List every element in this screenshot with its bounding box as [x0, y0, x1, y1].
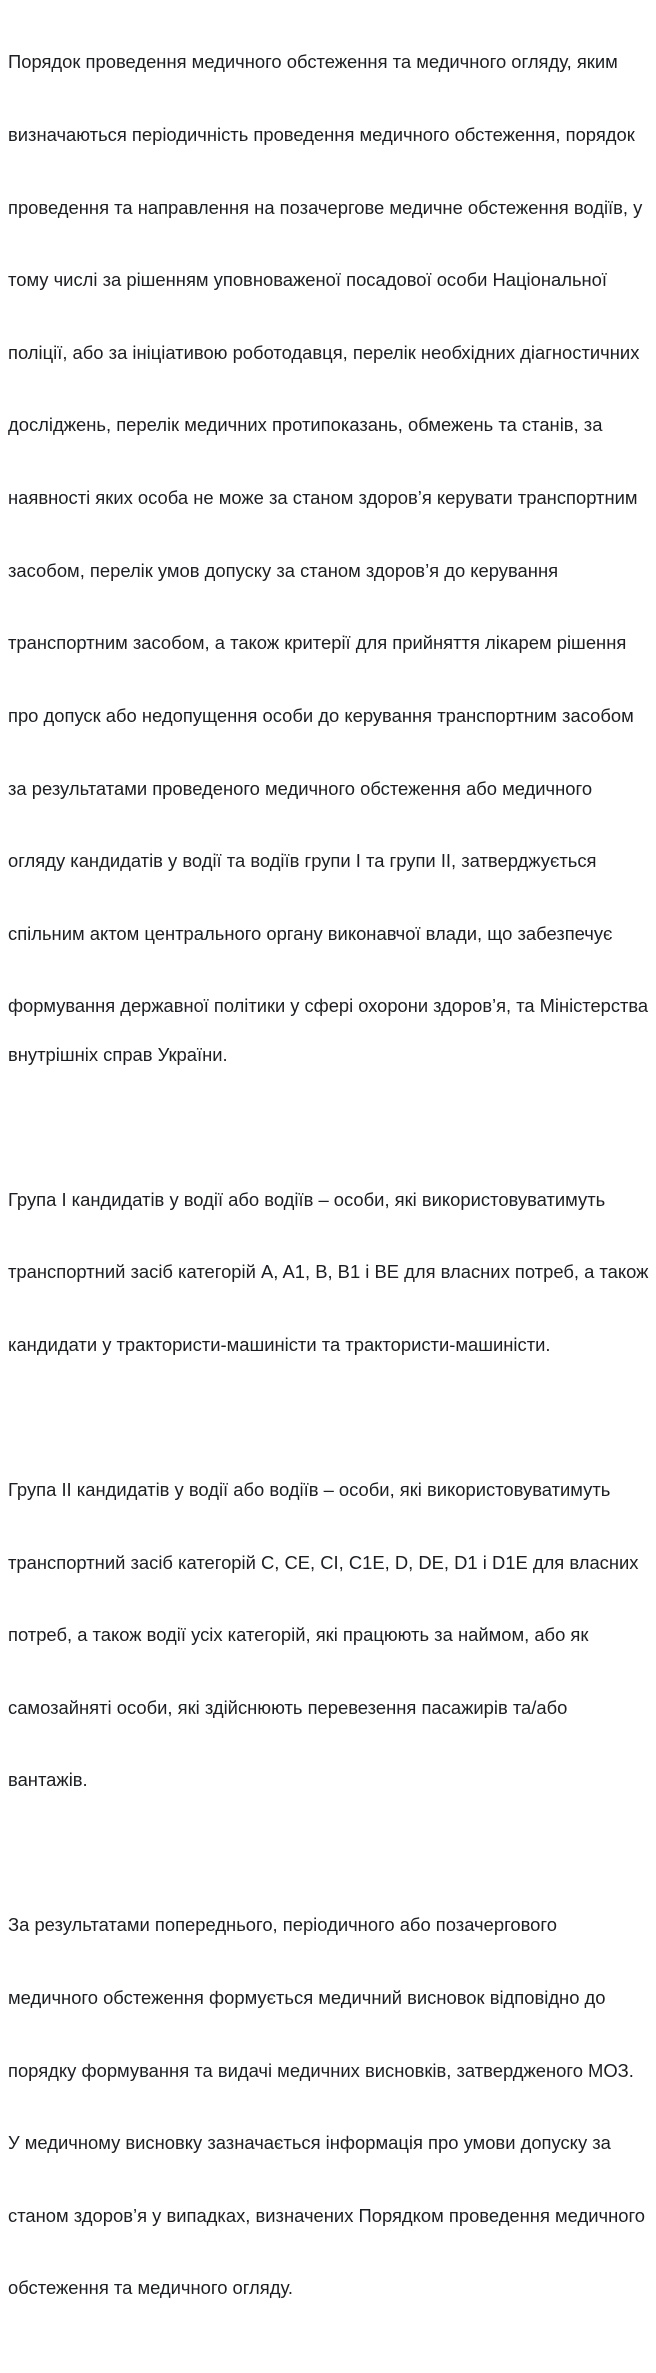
text-line: транспортний засіб категорій C, CE, CI, C1E, D, DE, D1 і D1E для власних	[8, 1551, 639, 1573]
text-line: медичного обстеження формується медичний висновок відповідно до	[8, 1987, 606, 2009]
text-line: Порядок проведення медичного обстеження та медичного огляду, яким	[8, 51, 618, 73]
text-line: спільним актом центрального органу виконавчої влади, що забезпечує	[8, 922, 613, 944]
text-line: про допуск або недопущення особи до керування транспортним засобом	[8, 704, 634, 726]
text-line: транспортним засобом, а також критерії для прийняття лікарем рішення	[8, 632, 627, 654]
text-line: наявності яких особа не може за станом здоров’я керувати транспортним	[8, 487, 638, 509]
text-line: проведення та направлення на позачергове медичне обстеження водіїв, у	[8, 196, 643, 218]
text-line: огляду кандидатів у водії та водіїв групи I та групи II, затверджується	[8, 850, 597, 872]
text-line: за результатами проведеного медичного обстеження або медичного	[8, 777, 593, 799]
text-line: формування державної політики у сфері охорони здоров’я, та Міністерства	[8, 995, 649, 1017]
text-line: тому числі за рішенням уповноваженої посадової особи Національної	[8, 269, 608, 291]
text-line: засобом, перелік умов допуску за станом здоров’я до керування	[8, 559, 559, 581]
text-line: внутрішніх справ України.	[8, 1043, 228, 1065]
text-line: поліції, або за ініціативою роботодавця, перелік необхідних діагностичних	[8, 341, 640, 363]
text-line: Група II кандидатів у водії або водіїв – особи, які використовуватимуть	[8, 1478, 611, 1500]
text-line: досліджень, перелік медичних протипоказань, обмежень та станів, за	[8, 414, 603, 436]
post-text	[8, 2, 648, 2373]
paragraph-group-2	[8, 1430, 648, 1841]
text-line: самозайняті особи, які здійснюють перевезення пасажирів та/або	[8, 1696, 568, 1718]
text-line: транспортний засіб категорій A, A1, B, B1 і BE для власних потреб, а також	[8, 1261, 649, 1283]
text-line: Група I кандидатів у водії або водіїв – особи, які використовуватимуть	[8, 1188, 606, 1210]
text-line: кандидати у трактористи-машиністи та трактористи-машиністи.	[8, 1333, 551, 1355]
text-line: обстеження та медичного огляду.	[8, 2277, 293, 2299]
text-line: станом здоров’я у випадках, визначених Порядком проведення медичного	[8, 2204, 645, 2226]
text-line: У медичному висновку зазначається інформація про умови допуску за	[8, 2132, 611, 2154]
paragraph-procedure	[8, 2, 648, 1115]
text-line: потреб, а також водії усіх категорій, які працюють за наймом, або як	[8, 1624, 589, 1646]
text-line: визначаються періодичність проведення медичного обстеження, порядок	[8, 124, 635, 146]
text-line: вантажів.	[8, 1769, 88, 1791]
paragraph-group-1	[8, 1139, 648, 1405]
text-line: порядку формування та видачі медичних висновків, затвердженого МОЗ.	[8, 2059, 634, 2081]
paragraph-medical-conclusion	[8, 1865, 648, 2349]
text-line: За результатами попереднього, періодичного або позачергового	[8, 1914, 557, 1936]
